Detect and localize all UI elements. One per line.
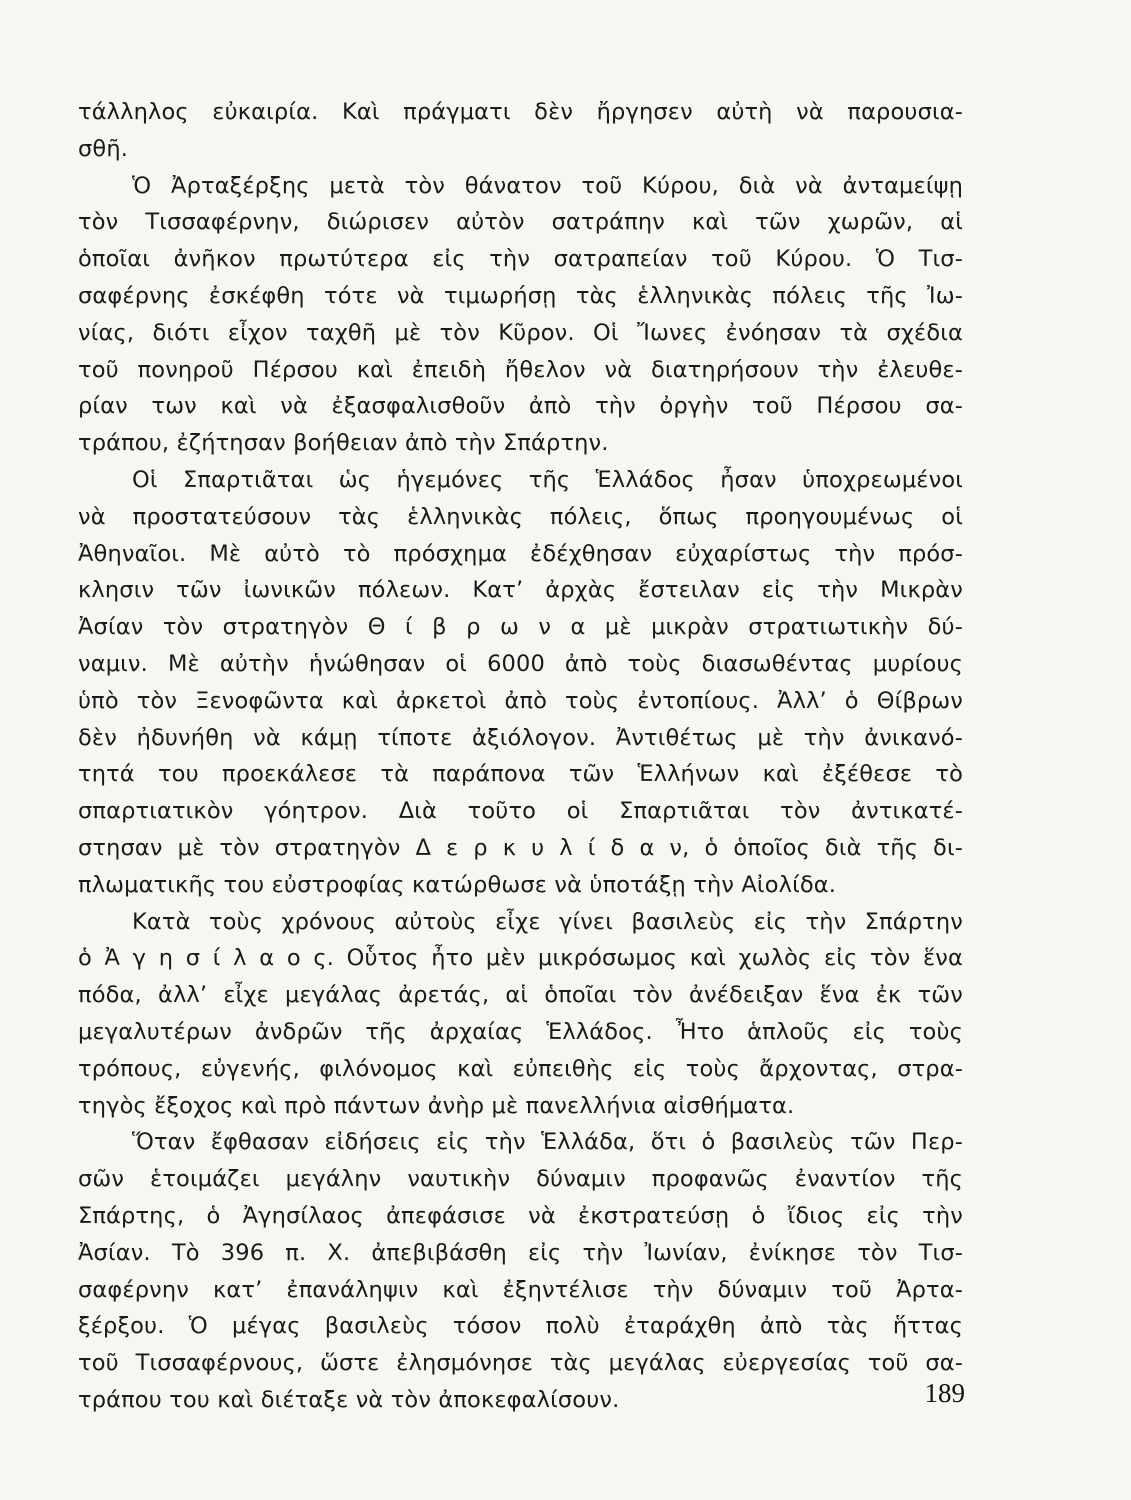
text-line: τράπου, ἐζήτησαν βοήθειαν ἀπὸ τὴν Σπάρτην. <box>78 430 609 457</box>
text-line: τητά του προεκάλεσε τὰ παράπονα τῶν Ἑλλήνων καὶ ἐξέθεσε τὸ <box>78 761 963 788</box>
text-line: τρόπους, εὐγενής, φιλόνομος καὶ εὐπειθὴς εἰς τοὺς ἄρχοντας, στρα- <box>78 1055 963 1082</box>
paragraph <box>78 1124 963 1418</box>
paragraph <box>78 94 963 168</box>
text-line: Οἱ Σπαρτιᾶται ὡς ἡγεμόνες τῆς Ἑλλάδος ἦσαν ὑποχρεωμένοι <box>132 466 963 493</box>
text-line: πόδα, ἀλλ’ εἶχε μεγάλας ἀρετάς, αἱ ὁποῖαι τὸν ἀνέδειξαν ἕνα ἐκ τῶν <box>78 982 963 1009</box>
text-line: στησαν μὲ τὸν στρατηγὸν Δ ε ρ κ υ λ ί δ α ν, ὁ ὁποῖος διὰ τῆς δι- <box>78 834 963 861</box>
paragraph <box>78 462 963 904</box>
paragraph <box>78 904 963 1125</box>
text-line: Ἀσίαν τὸν στρατηγὸν Θ ί β ρ ω ν α μὲ μικρὰν στρατιωτικὴν δύ- <box>78 614 963 641</box>
text-line: τράπου του καὶ διέταξε νὰ τὸν ἀποκεφαλίσουν. <box>78 1386 620 1413</box>
page-number: 189 <box>924 1378 965 1408</box>
text-line: ξέρξου. Ὁ μέγας βασιλεὺς τόσον πολὺ ἐταράχθη ἀπὸ τὰς ἥττας <box>78 1313 963 1340</box>
paragraph <box>78 168 963 462</box>
text-line: νὰ προστατεύσουν τὰς ἑλληνικὰς πόλεις, ὅπως προηγουμένως οἱ <box>78 503 963 530</box>
text-line: σῶν ἑτοιμάζει μεγάλην ναυτικὴν δύναμιν προφανῶς ἐναντίον τῆς <box>78 1166 963 1193</box>
text-line: Ὅταν ἔφθασαν εἰδήσεις εἰς τὴν Ἑλλάδα, ὅτι ὁ βασιλεὺς τῶν Περ- <box>132 1129 963 1156</box>
text-line: ρίαν των καὶ νὰ ἐξασφαλισθοῦν ἀπὸ τὴν ὀργὴν τοῦ Πέρσου σα- <box>78 393 963 420</box>
text-line: πλωματικῆς του εὐστροφίας κατώρθωσε νὰ ὑποτάξῃ τὴν Αἰολίδα. <box>78 871 837 898</box>
text-line: Ἀθηναῖοι. Μὲ αὐτὸ τὸ πρόσχημα ἐδέχθησαν εὐχαρίστως τὴν πρόσ- <box>78 540 963 567</box>
text-line: μεγαλυτέρων ἀνδρῶν τῆς ἀρχαίας Ἑλλάδος. Ἦτο ἁπλοῦς εἰς τοὺς <box>78 1018 963 1045</box>
text-line: σπαρτιατικὸν γόητρον. Διὰ τοῦτο οἱ Σπαρτιᾶται τὸν ἀντικατέ- <box>78 798 963 825</box>
text-line: ὁποῖαι ἀνῆκον πρωτύτερα εἰς τὴν σατραπείαν τοῦ Κύρου. Ὁ Τισ- <box>78 246 963 273</box>
text-line: σαφέρνης ἐσκέφθη τότε νὰ τιμωρήσῃ τὰς ἑλληνικὰς πόλεις τῆς Ἰω- <box>78 282 963 309</box>
text-line: ναμιν. Μὲ αὐτὴν ἡνώθησαν οἱ 6000 ἀπὸ τοὺς διασωθέντας μυρίους <box>78 650 963 677</box>
text-line: ὁ Ἀ γ η σ ί λ α ο ς. Οὗτος ἦτο μὲν μικρόσωμος καὶ χωλὸς εἰς τὸν ἕνα <box>78 945 963 972</box>
body-text <box>78 94 963 1419</box>
text-line: Ἀσίαν. Τὸ 396 π. Χ. ἀπεβιβάσθη εἰς τὴν Ἰωνίαν, ἐνίκησε τὸν Τισ- <box>78 1239 963 1266</box>
text-line: σαφέρνην κατ’ ἐπανάληψιν καὶ ἐξηντέλισε τὴν δύναμιν τοῦ Ἀρτα- <box>78 1276 963 1303</box>
text-line: δὲν ἠδυνήθη νὰ κάμῃ τίποτε ἀξιόλογον. Ἀντιθέτως μὲ τὴν ἀνικανό- <box>78 724 963 751</box>
text-line: Σπάρτης, ὁ Ἀγησίλαος ἀπεφάσισε νὰ ἐκστρατεύσῃ ὁ ἴδιος εἰς τὴν <box>78 1202 963 1229</box>
text-line: τὸν Τισσαφέρνην, διώρισεν αὐτὸν σατράπην καὶ τῶν χωρῶν, αἱ <box>78 209 963 236</box>
text-line: κλησιν τῶν ἰωνικῶν πόλεων. Κατ’ ἀρχὰς ἔστειλαν εἰς τὴν Μικρὰν <box>78 577 963 604</box>
text-line: ὑπὸ τὸν Ξενοφῶντα καὶ ἀρκετοὶ ἀπὸ τοὺς ἐντοπίους. Ἀλλ’ ὁ Θίβρων <box>78 687 963 714</box>
text-line: Ὁ Ἀρταξέρξης μετὰ τὸν θάνατον τοῦ Κύρου, διὰ νὰ ἀνταμείψῃ <box>132 172 963 199</box>
text-line: τηγὸς ἔξοχος καὶ πρὸ πάντων ἀνὴρ μὲ πανελλήνια αἰσθήματα. <box>78 1092 795 1119</box>
text-line: νίας, διότι εἶχον ταχθῆ μὲ τὸν Κῦρον. Οἱ Ἴωνες ἐνόησαν τὰ σχέδια <box>78 319 963 346</box>
text-line: σθῆ. <box>78 135 129 162</box>
text-line: τοῦ πονηροῦ Πέρσου καὶ ἐπειδὴ ἤθελον νὰ διατηρήσουν τὴν ἐλευθε- <box>78 356 963 383</box>
text-line: τοῦ Τισσαφέρνους, ὥστε ἐλησμόνησε τὰς μεγάλας εὐεργεσίας τοῦ σα- <box>78 1350 963 1377</box>
text-line: Κατὰ τοὺς χρόνους αὐτοὺς εἶχε γίνει βασιλεὺς εἰς τὴν Σπάρτην <box>132 908 963 935</box>
text-line: τάλληλος εὐκαιρία. Καὶ πράγματι δὲν ἤργησεν αὐτὴ νὰ παρουσια- <box>78 99 963 125</box>
